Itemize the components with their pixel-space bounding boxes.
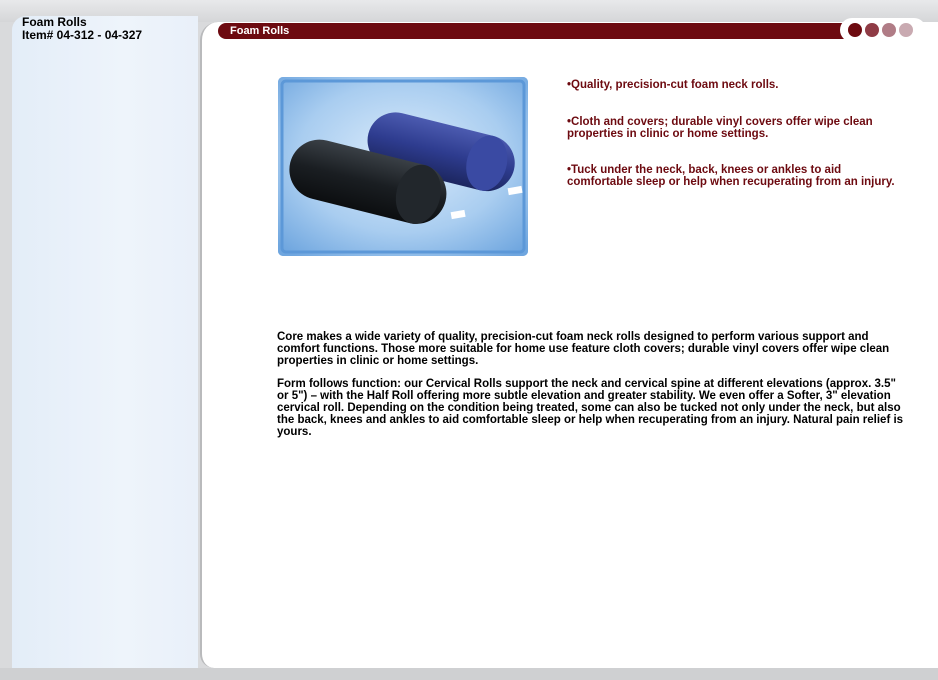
sidebar-product-name: Foam Rolls bbox=[22, 15, 87, 29]
decorative-dot-icon bbox=[882, 23, 896, 37]
description-paragraph: Form follows function: our Cervical Rolls support the neck and cervical spine at different elevations (approx. 3.5" or 5") – with the Half Roll offering more subtle elevation and greater stability. We even offer a Softer, 3" elevation cervical roll. Depending on the condition being treated, some can also be tucked not only under the neck, but also the back, knees and ankles to aid comfortable sleep or help when recuperating from an injury. Natural pain relief is yours. bbox=[277, 378, 904, 438]
frame-bottom-bar bbox=[0, 668, 938, 680]
feature-item: •Cloth and covers; durable vinyl covers offer wipe clean properties in clinic or home settings. bbox=[567, 116, 873, 140]
foam-rolls-photo bbox=[278, 77, 528, 256]
section-title-bar bbox=[218, 23, 850, 39]
description-paragraph: Core makes a wide variety of quality, precision-cut foam neck rolls designed to perform various support and comfort functions. Those more suitable for home use feature cloth covers; durable vinyl covers offer wipe clean properties in clinic or home settings. bbox=[277, 331, 890, 367]
sidebar-product-title bbox=[22, 16, 192, 42]
decorative-dot-icon bbox=[899, 23, 913, 37]
decorative-dot-icon bbox=[848, 23, 862, 37]
feature-item: •Quality, precision-cut foam neck rolls. bbox=[567, 79, 779, 91]
sidebar bbox=[12, 16, 198, 668]
decorative-dot-icon bbox=[865, 23, 879, 37]
section-title: Foam Rolls bbox=[230, 25, 290, 37]
feature-item: •Tuck under the neck, back, knees or ankles to aid comfortable sleep or help when recuperating from an injury. bbox=[567, 164, 895, 188]
sidebar-item-number: Item# 04-312 - 04-327 bbox=[22, 28, 143, 42]
